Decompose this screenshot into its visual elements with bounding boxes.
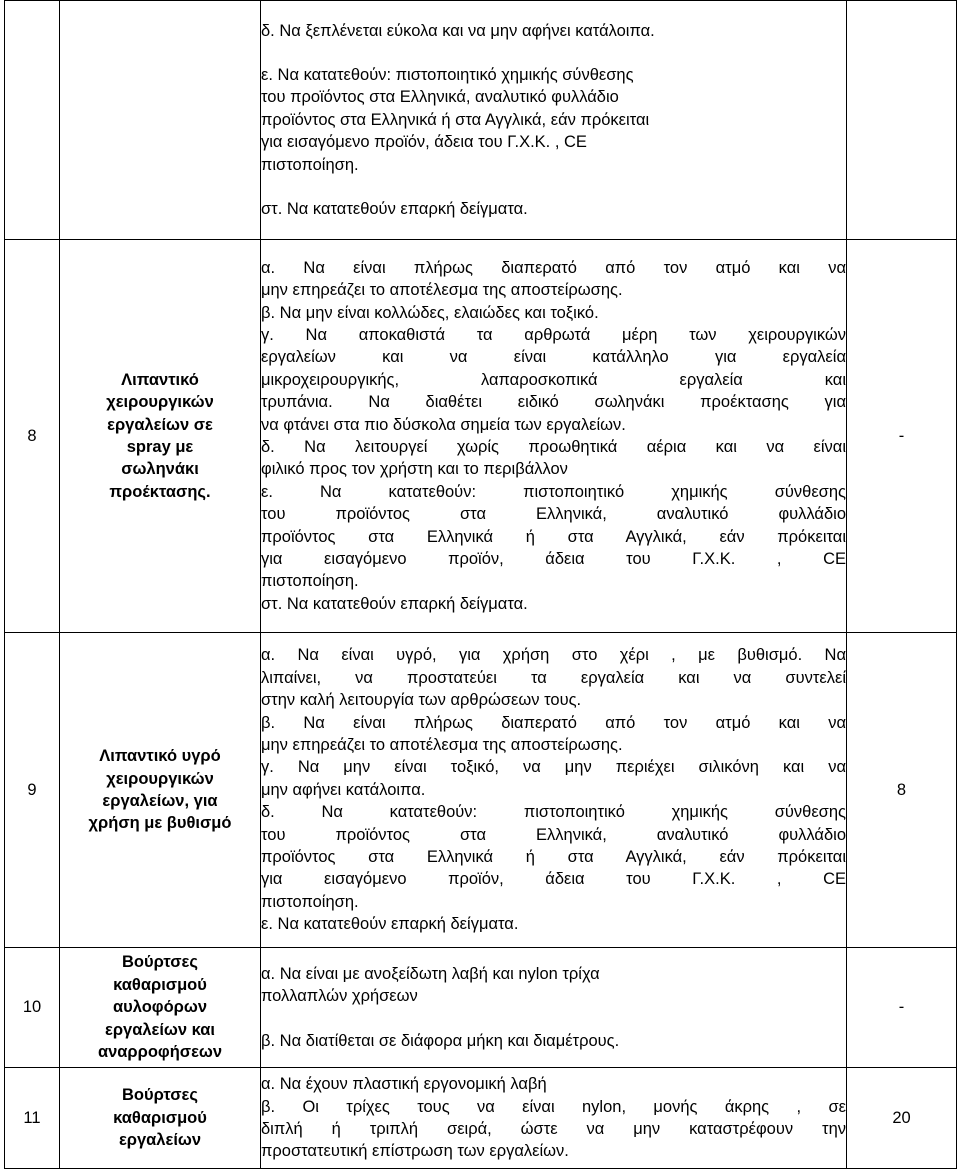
item-name-line: χειρουργικών	[106, 769, 214, 788]
item-name-line: αναρροφήσεων	[97, 1043, 223, 1062]
spec-line: δ. Να κατατεθούν: πιστοποιητικό χημικής σύνθεσης	[261, 803, 846, 822]
spec-line: πιστοποίηση.	[261, 892, 359, 911]
spec-line: β. Να μην είναι κολλώδες, ελαιώδες και τοξικό.	[261, 303, 599, 322]
spec-line: πιστοποίηση.	[261, 155, 359, 174]
spec-line: α. Να είναι με ανοξείδωτη λαβή και nylon τρίχα	[261, 964, 600, 983]
row-number-cell: 8	[5, 240, 60, 633]
item-name-cell	[60, 948, 261, 1068]
table-row-item-9	[5, 633, 957, 948]
spec-line: α. Να είναι πλήρως διαπερατό από τον ατμό και να	[261, 258, 846, 277]
spec-line: διπλή ή τριπλή σειρά, ώστε να μην καταστρέφουν την	[261, 1120, 846, 1138]
spec-line: μην επηρεάζει το αποτέλεσμα της αποστείρωσης.	[261, 281, 623, 300]
item-name-line: καθαρισμού	[113, 1108, 207, 1127]
spec-line: γ. Να αποκαθιστά τα αρθρωτά μέρη των χειρουργικών	[261, 325, 846, 344]
spec-cell	[261, 1, 847, 240]
spec-cell	[261, 948, 847, 1068]
spec-line: μην αφήνει κατάλοιπα.	[261, 780, 426, 799]
row-number-cell: 10	[5, 948, 60, 1068]
spec-line: β. Να είναι πλήρως διαπερατό από τον ατμό και να	[261, 713, 846, 732]
spec-cell	[261, 240, 847, 633]
item-name-line: Λιπαντικό υγρό	[99, 747, 221, 766]
spec-line: προϊόντος στα Ελληνικά ή στα Αγγλικά, εάν πρόκειται	[261, 110, 650, 129]
spec-line: τρυπάνια. Να διαθέτει ειδικό σωληνάκι προέκτασης για	[261, 393, 846, 412]
item-name-line: καθαρισμού	[113, 975, 207, 994]
item-name-line: σωληνάκι	[121, 460, 199, 479]
item-name-cell	[60, 240, 261, 633]
spec-cell	[261, 1068, 847, 1169]
spec-line: πολλαπλών χρήσεων	[261, 987, 418, 1006]
spec-line: προστατευτική επίστρωση των εργαλείων.	[261, 1142, 569, 1161]
item-name-line: εργαλείων και	[104, 1020, 216, 1039]
item-name-line: Βούρτσες	[122, 953, 198, 972]
spec-line: μην επηρεάζει το αποτέλεσμα της αποστείρωσης.	[261, 735, 623, 754]
specification-table	[4, 0, 957, 1169]
spec-line: γ. Να μην είναι τοξικό, να μην περιέχει σιλικόνη και να	[261, 758, 846, 777]
spec-line: ε. Να κατατεθούν: πιστοποιητικό χημικής σύνθεσης	[261, 65, 634, 84]
spec-line: φιλικό προς τον χρήστη και το περιβάλλον	[261, 460, 568, 479]
spec-line-blank	[261, 1008, 846, 1030]
spec-line: να φτάνει στα πιο δύσκολα σημεία των εργαλείων.	[261, 415, 626, 434]
item-name-line: Βούρτσες	[122, 1086, 198, 1105]
spec-line: β. Οι τρίχες τους να είναι nylon, μονής άκρης , σε	[261, 1097, 846, 1116]
table-row-continuation	[5, 1, 957, 240]
spec-cell	[261, 633, 847, 948]
item-name-cell	[60, 1068, 261, 1169]
spec-line: στ. Να κατατεθούν επαρκή δείγματα.	[261, 594, 528, 613]
spec-line: του προϊόντος στα Ελληνικά, αναλυτικό φυλλάδιο	[261, 505, 846, 524]
spec-line-blank	[261, 42, 846, 64]
table-row-item-8	[5, 240, 957, 633]
spec-line: προϊόντος στα Ελληνικά ή στα Αγγλικά, εάν πρόκειται	[261, 527, 846, 546]
row-number-cell	[5, 1, 60, 240]
spec-line: στ. Να κατατεθούν επαρκή δείγματα.	[261, 200, 528, 219]
spec-line: για εισαγόμενο προϊόν, άδεια του Γ.Χ.Κ. , CE	[261, 133, 587, 152]
spec-line: μικροχειρουργικής, λαπαροσκοπικά εργαλεία και	[261, 370, 846, 389]
spec-line: δ. Να ξεπλένεται εύκολα και να μην αφήνει κατάλοιπα.	[261, 21, 655, 40]
spec-line: του προϊόντος στα Ελληνικά, αναλυτικό φυλλάδιο	[261, 825, 846, 844]
spec-line: β. Να διατίθεται σε διάφορα μήκη και διαμέτρους.	[261, 1031, 620, 1050]
spec-line: α. Να είναι υγρό, για χρήση στο χέρι , με βυθισμό. Να	[261, 646, 846, 665]
spec-line: προϊόντος στα Ελληνικά ή στα Αγγλικά, εάν πρόκειται	[261, 848, 846, 867]
quantity-cell: 8	[847, 633, 957, 948]
spec-line: για εισαγόμενο προϊόν, άδεια του Γ.Χ.Κ. , CE	[261, 550, 846, 569]
item-name-line: προέκτασης.	[109, 482, 211, 501]
item-name-line: χειρουργικών	[106, 393, 214, 412]
spec-line: πιστοποίηση.	[261, 572, 359, 591]
item-name-line: εργαλείων σε	[107, 415, 213, 434]
spec-line: ε. Να κατατεθούν: πιστοποιητικό χημικής σύνθεσης	[261, 482, 846, 501]
quantity-cell: 20	[847, 1068, 957, 1169]
row-number-cell: 11	[5, 1068, 60, 1169]
table-row-item-11	[5, 1068, 957, 1169]
item-name-line: χρήση με βυθισμό	[88, 814, 232, 833]
quantity-cell: -	[847, 240, 957, 633]
item-name-line: εργαλείων	[118, 1131, 202, 1150]
spec-line: εργαλείων και να είναι κατάλληλο για εργαλεία	[261, 348, 846, 367]
table-row-item-10	[5, 948, 957, 1068]
spec-line: α. Να έχουν πλαστική εργονομική λαβή	[261, 1075, 547, 1094]
item-name-line: εργαλείων, για	[102, 792, 218, 810]
spec-line-blank	[261, 176, 846, 198]
spec-line: λιπαίνει, να προστατεύει τα εργαλεία και να συντελεί	[261, 668, 846, 687]
quantity-cell	[847, 1, 957, 240]
row-number-cell: 9	[5, 633, 60, 948]
quantity-cell: -	[847, 948, 957, 1068]
item-name-cell	[60, 1, 261, 240]
spec-line: ε. Να κατατεθούν επαρκή δείγματα.	[261, 915, 519, 934]
item-name-line: Λιπαντικό	[121, 370, 199, 389]
item-name-line: αυλοφόρων	[112, 998, 207, 1017]
spec-line: στην καλή λειτουργία των αρθρώσεων τους.	[261, 691, 582, 710]
spec-line: για εισαγόμενο προϊόν, άδεια του Γ.Χ.Κ. , CE	[261, 870, 846, 889]
item-name-line: spray με	[126, 438, 194, 456]
spec-line: του προϊόντος στα Ελληνικά, αναλυτικό φυλλάδιο	[261, 88, 619, 107]
spec-line: δ. Να λειτουργεί χωρίς προωθητικά αέρια και να είναι	[261, 438, 846, 456]
item-name-cell	[60, 633, 261, 948]
